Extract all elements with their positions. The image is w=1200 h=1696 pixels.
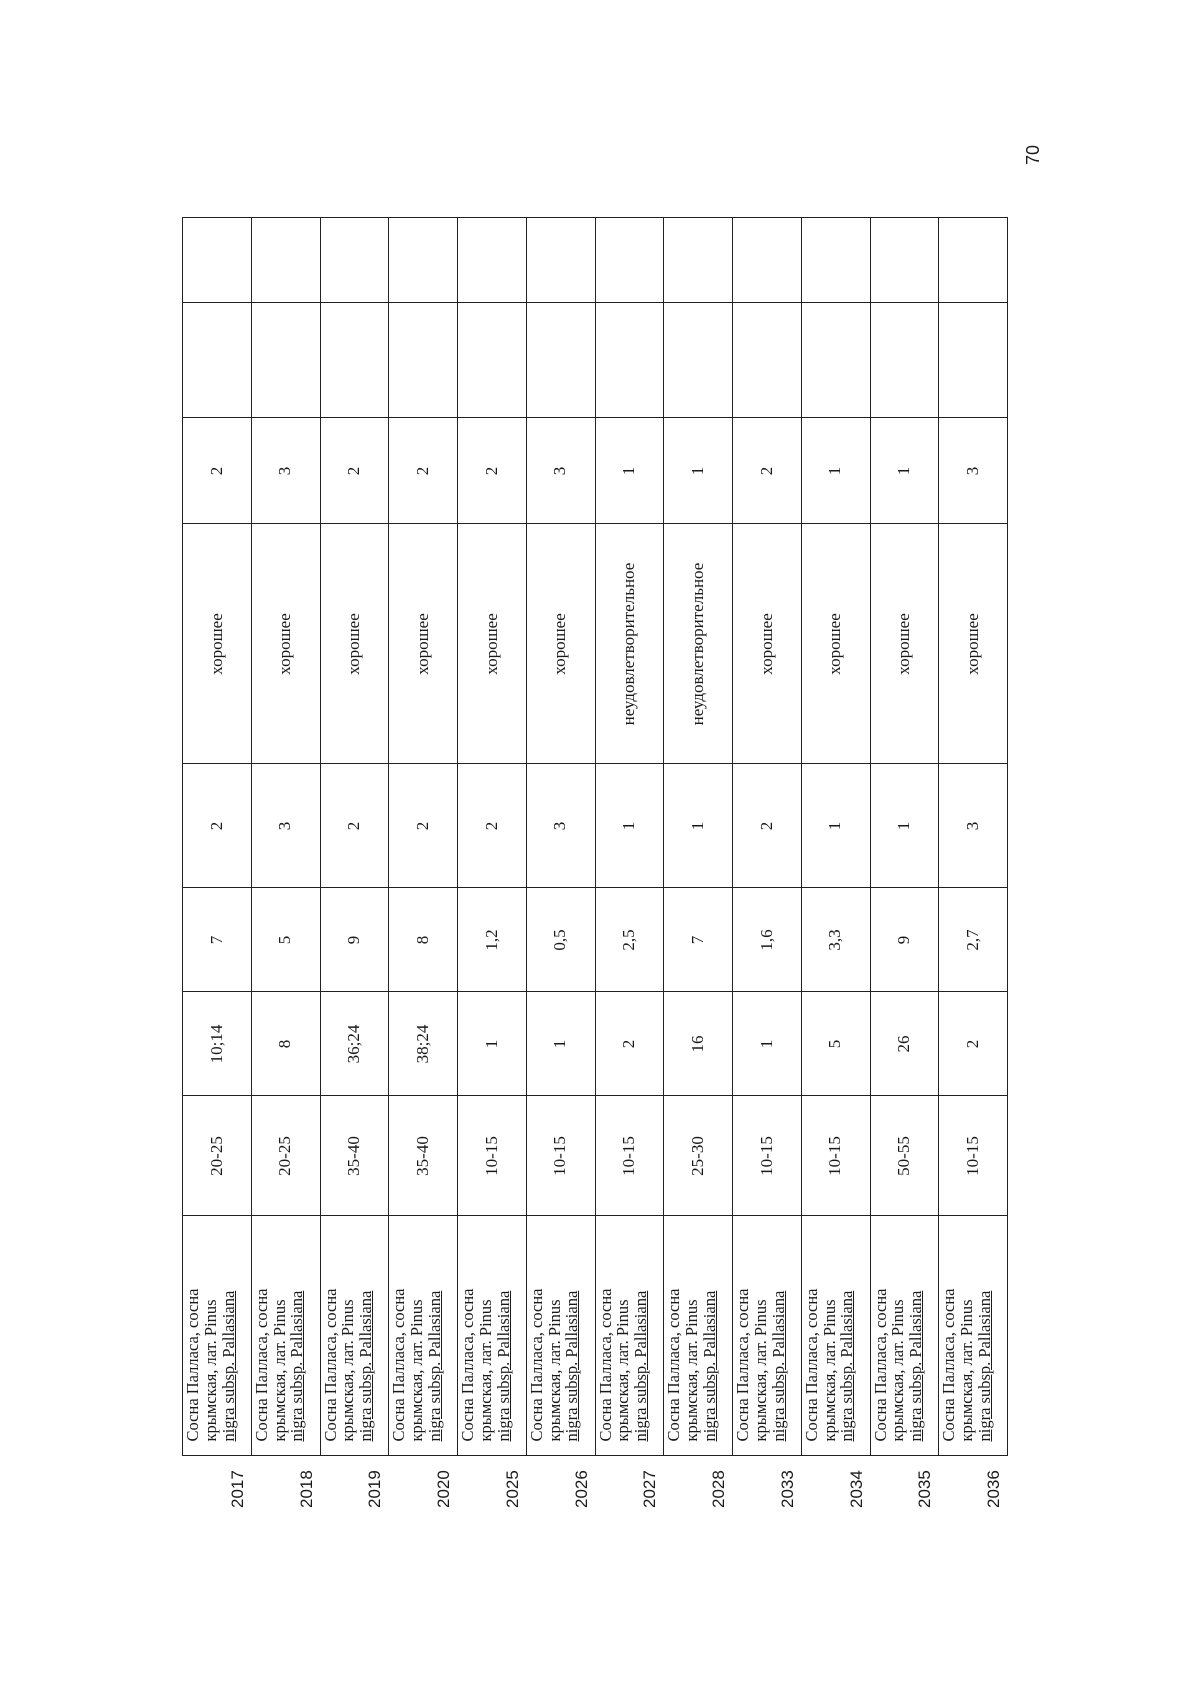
species-cell <box>595 1216 664 1456</box>
tree-number-cell: 2025 <box>458 1456 527 1508</box>
height-cell: 1,6 <box>733 888 802 992</box>
species-line: крымская, лат. Pinus <box>888 1299 908 1442</box>
species-cell <box>458 1216 527 1456</box>
empty-cell <box>458 218 527 303</box>
count-cell: 2 <box>733 418 802 524</box>
condition-cell: хорошее <box>526 524 595 764</box>
species-line: крымская, лат. Pinus <box>682 1299 702 1442</box>
species-line: крымская, лат. Pinus <box>407 1299 427 1442</box>
tree-inventory-table-frame <box>182 218 1008 1508</box>
species-line: nigra subsp. Pallasiana <box>631 1290 651 1442</box>
height-cell: 8 <box>389 888 458 992</box>
empty-cell <box>939 218 1008 303</box>
species-line: Сосна Палласа, сосна <box>183 1288 202 1442</box>
age-cell: 35-40 <box>389 1096 458 1216</box>
species-line: nigra subsp. Pallasiana <box>218 1290 238 1442</box>
species-cell <box>870 1216 939 1456</box>
table-row <box>870 218 939 1508</box>
age-cell: 10-15 <box>458 1096 527 1216</box>
empty-cell <box>801 218 870 303</box>
tree-number-cell: 2017 <box>183 1456 252 1508</box>
species-line: крымская, лат. Pinus <box>269 1299 289 1442</box>
tree-number-cell: 2027 <box>595 1456 664 1508</box>
empty-cell <box>320 218 389 303</box>
tree-number-cell: 2028 <box>664 1456 733 1508</box>
quantity-cell: 1 <box>664 764 733 888</box>
quantity-cell: 1 <box>595 764 664 888</box>
diameter-cell: 10;14 <box>183 992 252 1096</box>
height-cell: 3,3 <box>801 888 870 992</box>
count-cell: 1 <box>801 418 870 524</box>
empty-cell <box>526 218 595 303</box>
count-cell: 3 <box>526 418 595 524</box>
species-line: Сосна Палласа, сосна <box>458 1288 477 1442</box>
quantity-cell: 2 <box>320 764 389 888</box>
diameter-cell: 5 <box>801 992 870 1096</box>
tree-number-cell: 2020 <box>389 1456 458 1508</box>
species-line: nigra subsp. Pallasiana <box>699 1290 719 1442</box>
height-cell: 7 <box>664 888 733 992</box>
diameter-cell: 8 <box>251 992 320 1096</box>
table-row <box>458 218 527 1508</box>
species-line: крымская, лат. Pinus <box>819 1299 839 1442</box>
empty-cell <box>389 218 458 303</box>
tree-number-cell: 2036 <box>939 1456 1008 1508</box>
table-row <box>526 218 595 1508</box>
condition-cell: неудовлетворительное <box>664 524 733 764</box>
count-cell: 3 <box>939 418 1008 524</box>
age-cell: 35-40 <box>320 1096 389 1216</box>
page-number: 70 <box>1023 144 1043 166</box>
age-cell: 10-15 <box>801 1096 870 1216</box>
empty-cell <box>733 218 802 303</box>
empty-cell <box>526 303 595 418</box>
count-cell: 2 <box>320 418 389 524</box>
condition-cell: хорошее <box>733 524 802 764</box>
species-cell <box>801 1216 870 1456</box>
tree-number-cell: 2018 <box>251 1456 320 1508</box>
count-cell: 1 <box>870 418 939 524</box>
species-line: крымская, лат. Pinus <box>957 1299 977 1442</box>
tree-inventory-table <box>182 218 1008 1509</box>
table-row <box>320 218 389 1508</box>
species-cell <box>320 1216 389 1456</box>
table-row <box>595 218 664 1508</box>
height-cell: 2,7 <box>939 888 1008 992</box>
empty-cell <box>664 218 733 303</box>
condition-cell: неудовлетворительное <box>595 524 664 764</box>
empty-cell <box>183 303 252 418</box>
condition-cell: хорошее <box>320 524 389 764</box>
empty-cell <box>320 303 389 418</box>
height-cell: 2,5 <box>595 888 664 992</box>
age-cell: 20-25 <box>251 1096 320 1216</box>
condition-cell: хорошее <box>939 524 1008 764</box>
species-line: nigra subsp. Pallasiana <box>287 1290 307 1442</box>
quantity-cell: 1 <box>870 764 939 888</box>
tree-number-cell: 2034 <box>801 1456 870 1508</box>
table-row <box>801 218 870 1508</box>
quantity-cell: 2 <box>389 764 458 888</box>
empty-cell <box>251 303 320 418</box>
age-cell: 25-30 <box>664 1096 733 1216</box>
species-cell <box>939 1216 1008 1456</box>
tree-number-cell: 2026 <box>526 1456 595 1508</box>
tree-number-cell: 2019 <box>320 1456 389 1508</box>
age-cell: 20-25 <box>183 1096 252 1216</box>
empty-cell <box>595 303 664 418</box>
table-body <box>183 218 1008 1508</box>
empty-cell <box>183 218 252 303</box>
age-cell: 10-15 <box>939 1096 1008 1216</box>
species-cell <box>733 1216 802 1456</box>
empty-cell <box>251 218 320 303</box>
species-line: Сосна Палласа, сосна <box>595 1288 615 1442</box>
diameter-cell: 1 <box>526 992 595 1096</box>
species-line: nigra subsp. Pallasiana <box>768 1290 788 1442</box>
empty-cell <box>458 303 527 418</box>
species-line: Сосна Палласа, сосна <box>733 1288 752 1442</box>
species-line: крымская, лат. Pinus <box>613 1299 633 1442</box>
species-cell <box>389 1216 458 1456</box>
diameter-cell: 16 <box>664 992 733 1096</box>
table-row <box>733 218 802 1508</box>
quantity-cell: 1 <box>801 764 870 888</box>
condition-cell: хорошее <box>801 524 870 764</box>
species-line: Сосна Палласа, сосна <box>801 1288 821 1442</box>
quantity-cell: 3 <box>526 764 595 888</box>
species-line: Сосна Палласа, сосна <box>320 1288 340 1442</box>
species-line: крымская, лат. Pinus <box>200 1299 220 1442</box>
empty-cell <box>801 303 870 418</box>
height-cell: 5 <box>251 888 320 992</box>
species-line: nigra subsp. Pallasiana <box>493 1290 513 1442</box>
empty-cell <box>389 303 458 418</box>
table-row <box>183 218 252 1508</box>
species-line: nigra subsp. Pallasiana <box>562 1290 582 1442</box>
tree-number-cell: 2035 <box>870 1456 939 1508</box>
height-cell: 9 <box>870 888 939 992</box>
quantity-cell: 2 <box>183 764 252 888</box>
species-line: Сосна Палласа, сосна <box>664 1288 684 1442</box>
species-line: Сосна Палласа, сосна <box>939 1288 959 1442</box>
species-line: Сосна Палласа, сосна <box>870 1288 890 1442</box>
count-cell: 2 <box>458 418 527 524</box>
species-line: nigra subsp. Pallasiana <box>974 1290 994 1442</box>
table-row <box>664 218 733 1508</box>
empty-cell <box>870 303 939 418</box>
empty-cell <box>595 218 664 303</box>
count-cell: 2 <box>183 418 252 524</box>
species-line: nigra subsp. Pallasiana <box>424 1290 444 1442</box>
count-cell: 1 <box>664 418 733 524</box>
quantity-cell: 3 <box>939 764 1008 888</box>
table-row <box>389 218 458 1508</box>
condition-cell: хорошее <box>458 524 527 764</box>
species-line: Сосна Палласа, сосна <box>526 1288 546 1442</box>
age-cell: 10-15 <box>526 1096 595 1216</box>
species-line: крымская, лат. Pinus <box>475 1299 495 1442</box>
species-line: Сосна Палласа, сосна <box>251 1288 271 1442</box>
count-cell: 2 <box>389 418 458 524</box>
diameter-cell: 36;24 <box>320 992 389 1096</box>
species-line: nigra subsp. Pallasiana <box>837 1290 857 1442</box>
species-cell <box>251 1216 320 1456</box>
diameter-cell: 1 <box>733 992 802 1096</box>
diameter-cell: 38;24 <box>389 992 458 1096</box>
empty-cell <box>939 303 1008 418</box>
empty-cell <box>870 218 939 303</box>
quantity-cell: 2 <box>458 764 527 888</box>
age-cell: 50-55 <box>870 1096 939 1216</box>
quantity-cell: 2 <box>733 764 802 888</box>
table-row <box>251 218 320 1508</box>
age-cell: 10-15 <box>733 1096 802 1216</box>
condition-cell: хорошее <box>870 524 939 764</box>
table-row <box>939 218 1008 1508</box>
empty-cell <box>664 303 733 418</box>
species-cell <box>664 1216 733 1456</box>
species-line: Сосна Палласа, сосна <box>389 1288 409 1442</box>
species-line: nigra subsp. Pallasiana <box>906 1290 926 1442</box>
diameter-cell: 1 <box>458 992 527 1096</box>
diameter-cell: 2 <box>939 992 1008 1096</box>
diameter-cell: 2 <box>595 992 664 1096</box>
species-line: крымская, лат. Pinus <box>544 1299 564 1442</box>
species-cell <box>526 1216 595 1456</box>
count-cell: 3 <box>251 418 320 524</box>
age-cell: 10-15 <box>595 1096 664 1216</box>
height-cell: 9 <box>320 888 389 992</box>
species-line: nigra subsp. Pallasiana <box>356 1290 376 1442</box>
species-line: крымская, лат. Pinus <box>338 1299 358 1442</box>
diameter-cell: 26 <box>870 992 939 1096</box>
height-cell: 0,5 <box>526 888 595 992</box>
count-cell: 1 <box>595 418 664 524</box>
tree-number-cell: 2033 <box>733 1456 802 1508</box>
quantity-cell: 3 <box>251 764 320 888</box>
height-cell: 1,2 <box>458 888 527 992</box>
condition-cell: хорошее <box>389 524 458 764</box>
height-cell: 7 <box>183 888 252 992</box>
species-line: крымская, лат. Pinus <box>750 1299 770 1442</box>
empty-cell <box>733 303 802 418</box>
condition-cell: хорошее <box>183 524 252 764</box>
condition-cell: хорошее <box>251 524 320 764</box>
species-cell <box>183 1216 252 1456</box>
